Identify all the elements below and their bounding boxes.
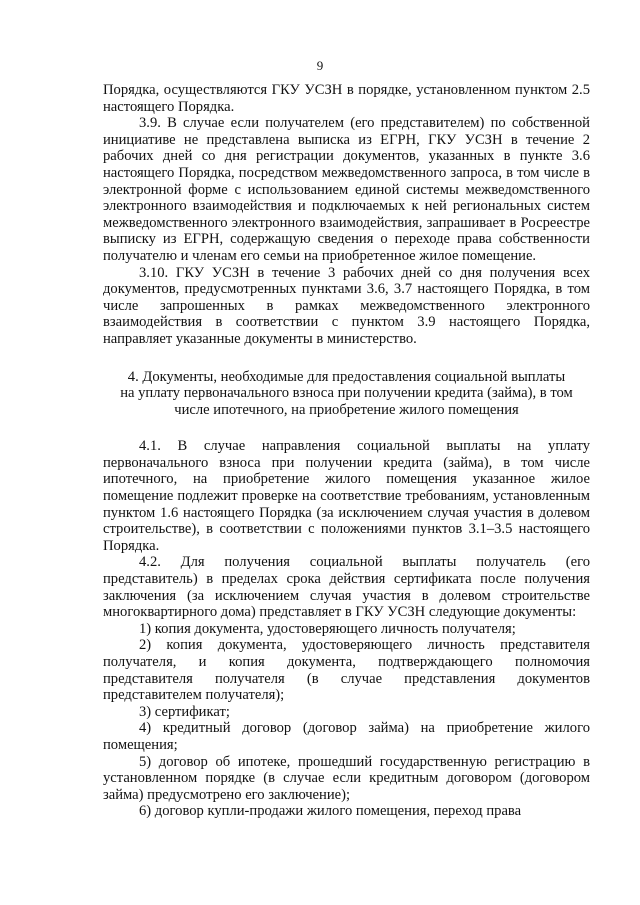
paragraph-3-10: 3.10. ГКУ УСЗН в течение 3 рабочих дней со дня получения всех документов, предусмотренных пунктами 3.6, 3.7 настоящего Порядка, в том числе запрошенных в рамках межведомственного электронного взаимодействия в соответствии с пунктом 3.9 настоящего Порядка, направляет указанные документы в министерство.	[103, 264, 590, 347]
paragraph-4-2: 4.2. Для получения социальной выплаты получатель (его представитель) в пределах срока действия сертификата после получения заключения (за исключением случая участия в долевом строительстве многоквартирного дома) представляет в ГКУ УСЗН следующие документы:	[103, 554, 590, 621]
list-item-5: 5) договор об ипотеке, прошедший государственную регистрацию в установленном порядке (в случае если кредитным договором (договором займа) предусмотрено его заключение);	[103, 753, 590, 803]
heading-line-3: числе ипотечного, на приобретение жилого помещения	[174, 401, 519, 418]
list-item-1: 1) копия документа, удостоверяющего личность получателя;	[139, 620, 516, 637]
list-item-2: 2) копия документа, удостоверяющего личность представителя получателя, и копия документа, подтверждающего полномочия представителя получателя (в случае представления документов представителем получателя);	[103, 637, 590, 704]
section-heading-4	[103, 369, 590, 419]
document-body	[103, 82, 590, 820]
paragraph-3-9: 3.9. В случае если получателем (его представителем) по собственной инициативе не представлена выписка из ЕГРН, ГКУ УСЗН в течение 2 рабочих дней со дня регистрации документов, указанных в пункте 3.6 настоящего Порядка, посредством межведомственного запроса, в том числе в электронной форме с использованием единой системы межведомственного электронного взаимодействия и подключаемых к ней региональных систем межведомственного электронного взаимодействия, запрашивает в Росреестре выписку из ЕГРН, содержащую сведения о переходе права собственности получателю и членам его семьи на приобретенное жилое помещение.	[103, 115, 590, 264]
paragraph-4-1: 4.1. В случае направления социальной выплаты на уплату первоначального взноса при получении кредита (займа), в том числе ипотечного, на приобретение жилого помещения указанное жилое помещение подлежит проверке на соответствие требованиям, установленным пунктом 1.6 настоящего Порядка (за исключением случая участия в долевом строительстве), в соответствии с положениями пунктов 3.1–3.5 настоящего Порядка.	[103, 438, 590, 554]
paragraph-continuation: Порядка, осуществляются ГКУ УСЗН в порядке, установленном пунктом 2.5 настоящего Порядка.	[103, 82, 590, 115]
heading-line-2: на уплату первоначального взноса при получении кредита (займа), в том	[120, 385, 573, 402]
list-item-3: 3) сертификат;	[139, 703, 230, 720]
heading-line-1: 4. Документы, необходимые для предоставления социальной выплаты	[127, 368, 566, 385]
page-number: 9	[316, 58, 324, 73]
list-item-6: 6) договор купли-продажи жилого помещения, переход права	[139, 803, 522, 820]
list-item-4: 4) кредитный договор (договор займа) на приобретение жилого помещения;	[103, 720, 590, 753]
